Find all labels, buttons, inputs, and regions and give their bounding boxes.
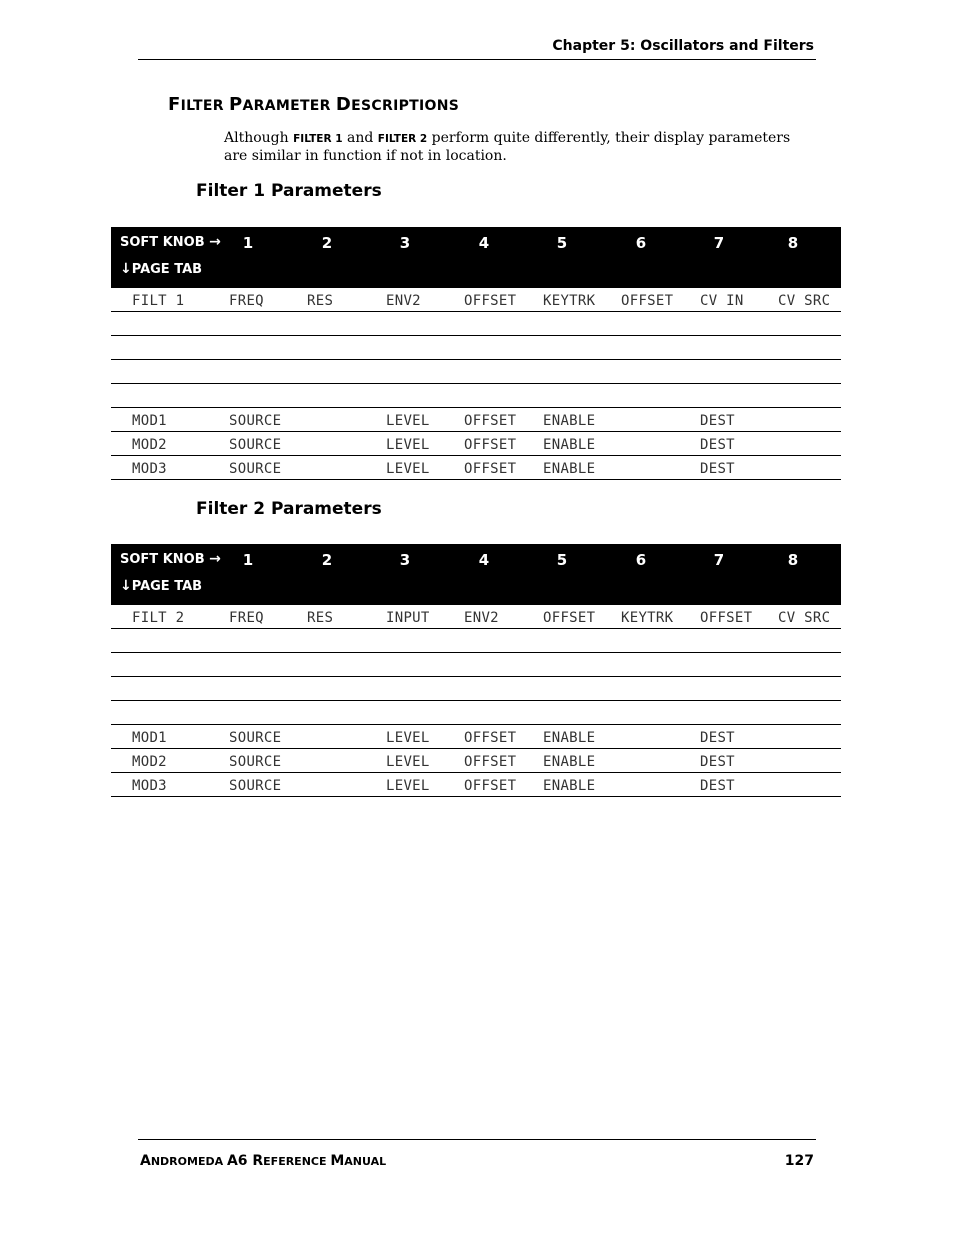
knob-number: 4 [478, 551, 490, 569]
knob-number: 5 [556, 234, 568, 252]
parameter-cell: DEST [700, 754, 735, 770]
table-row [111, 725, 841, 749]
title-part: ILTER [180, 98, 229, 114]
section-title [168, 94, 459, 115]
parameter-cell: RES [307, 610, 334, 626]
parameter-cell: OFFSET [621, 293, 674, 309]
knob-number: 3 [399, 234, 411, 252]
knob-number: 2 [321, 551, 333, 569]
parameter-cell: DEST [700, 413, 735, 429]
parameter-cell: ENABLE [543, 730, 596, 746]
parameter-cell: DEST [700, 730, 735, 746]
parameter-cell: MOD3 [132, 461, 167, 477]
table-row [111, 701, 841, 725]
soft-knob-label [120, 234, 221, 250]
parameter-cell: SOURCE [229, 754, 282, 770]
parameter-cell: FREQ [229, 293, 264, 309]
parameter-cell: OFFSET [464, 730, 517, 746]
intro-text: perform quite differently, their display parameters are similar in function if not in location. [224, 130, 791, 164]
parameter-cell: KEYTRK [543, 293, 596, 309]
parameter-cell: LEVEL [386, 730, 430, 746]
page-tab-text: PAGE TAB [131, 579, 203, 594]
footer-part: R [252, 1153, 264, 1169]
parameter-cell: ENABLE [543, 413, 596, 429]
title-part: P [229, 94, 243, 115]
table-row [111, 312, 841, 336]
parameter-cell: MOD1 [132, 730, 167, 746]
page-tab-label [120, 261, 202, 277]
soft-knob-header [111, 544, 841, 605]
title-part: ARAMETER [242, 98, 336, 114]
intro-keyword: FILTER 1 [293, 133, 343, 145]
arrow-right-icon: → [209, 234, 221, 250]
parameter-cell: LEVEL [386, 437, 430, 453]
parameter-cell: MOD3 [132, 778, 167, 794]
table-row [111, 360, 841, 384]
footer-part: A [140, 1153, 151, 1169]
knob-number: 1 [242, 234, 254, 252]
table-row [111, 677, 841, 701]
soft-knob-text: SOFT KNOB [120, 552, 205, 567]
parameter-cell: KEYTRK [621, 610, 674, 626]
knob-number: 5 [556, 551, 568, 569]
knob-number: 4 [478, 234, 490, 252]
parameter-cell: LEVEL [386, 461, 430, 477]
knob-number: 1 [242, 551, 254, 569]
footer-manual-title [140, 1153, 386, 1169]
page-tab-label [120, 578, 202, 594]
knob-number: 8 [787, 234, 799, 252]
parameter-cell: ENV2 [464, 610, 499, 626]
parameter-cell: OFFSET [464, 461, 517, 477]
soft-knob-label [120, 551, 221, 567]
filter2-title: Filter 2 Parameters [196, 499, 382, 519]
intro-text: and [342, 130, 378, 146]
parameter-cell: OFFSET [700, 610, 753, 626]
parameter-cell: FILT 2 [132, 610, 185, 626]
parameter-cell: DEST [700, 461, 735, 477]
parameter-cell: SOURCE [229, 778, 282, 794]
footer-part: NDROMEDA [150, 1155, 227, 1168]
parameter-cell: DEST [700, 778, 735, 794]
intro-paragraph [224, 130, 804, 165]
knob-number: 7 [713, 234, 725, 252]
knob-number: 8 [787, 551, 799, 569]
parameter-cell: SOURCE [229, 413, 282, 429]
table-row [111, 605, 841, 629]
table-row [111, 456, 841, 480]
header-rule [138, 59, 816, 60]
parameter-cell: RES [307, 293, 334, 309]
parameter-cell: ENABLE [543, 461, 596, 477]
table-row [111, 653, 841, 677]
knob-number: 6 [635, 551, 647, 569]
filter2-parameter-table [111, 544, 841, 797]
arrow-down-icon: ↓ [120, 261, 132, 277]
intro-keyword: FILTER 2 [377, 133, 428, 145]
parameter-cell: LEVEL [386, 778, 430, 794]
parameter-cell: OFFSET [464, 293, 517, 309]
table-row [111, 288, 841, 312]
parameter-cell: SOURCE [229, 730, 282, 746]
parameter-cell: FREQ [229, 610, 264, 626]
parameter-cell: ENABLE [543, 778, 596, 794]
footer-part: A6 [226, 1153, 253, 1169]
parameter-cell: OFFSET [464, 778, 517, 794]
parameter-cell: CV IN [700, 293, 744, 309]
intro-text: Although [224, 130, 294, 146]
filter1-parameter-table [111, 227, 841, 480]
table-row [111, 749, 841, 773]
arrow-right-icon: → [209, 551, 221, 567]
table-row [111, 408, 841, 432]
page-number: 127 [784, 1153, 814, 1169]
parameter-cell: CV SRC [778, 293, 831, 309]
table-row [111, 336, 841, 360]
footer-part: ANUAL [344, 1155, 387, 1168]
parameter-cell: LEVEL [386, 413, 430, 429]
filter1-title: Filter 1 Parameters [196, 181, 382, 201]
soft-knob-header [111, 227, 841, 288]
parameter-cell: MOD2 [132, 437, 167, 453]
parameter-cell: OFFSET [464, 413, 517, 429]
table-row [111, 384, 841, 408]
parameter-cell: DEST [700, 437, 735, 453]
chapter-header: Chapter 5: Oscillators and Filters [552, 38, 814, 54]
page-tab-text: PAGE TAB [131, 262, 203, 277]
parameter-cell: INPUT [386, 610, 430, 626]
knob-number: 2 [321, 234, 333, 252]
table-row [111, 773, 841, 797]
title-part: F [168, 94, 181, 115]
parameter-cell: SOURCE [229, 437, 282, 453]
parameter-cell: FILT 1 [132, 293, 185, 309]
knob-number: 7 [713, 551, 725, 569]
parameter-cell: OFFSET [464, 754, 517, 770]
parameter-cell: ENABLE [543, 754, 596, 770]
parameter-cell: OFFSET [543, 610, 596, 626]
table-row [111, 432, 841, 456]
title-part: ESCRIPTIONS [351, 98, 460, 114]
parameter-cell: CV SRC [778, 610, 831, 626]
parameter-cell: ENV2 [386, 293, 421, 309]
knob-number: 6 [635, 234, 647, 252]
table-row [111, 629, 841, 653]
parameter-cell: MOD1 [132, 413, 167, 429]
soft-knob-text: SOFT KNOB [120, 235, 205, 250]
title-part: D [335, 94, 352, 115]
knob-number: 3 [399, 551, 411, 569]
parameter-cell: MOD2 [132, 754, 167, 770]
parameter-cell: LEVEL [386, 754, 430, 770]
arrow-down-icon: ↓ [120, 578, 132, 594]
footer-part: EFERENCE [263, 1155, 331, 1168]
parameter-cell: SOURCE [229, 461, 282, 477]
footer-rule [138, 1139, 816, 1140]
footer-part: M [330, 1153, 345, 1169]
parameter-cell: OFFSET [464, 437, 517, 453]
parameter-cell: ENABLE [543, 437, 596, 453]
